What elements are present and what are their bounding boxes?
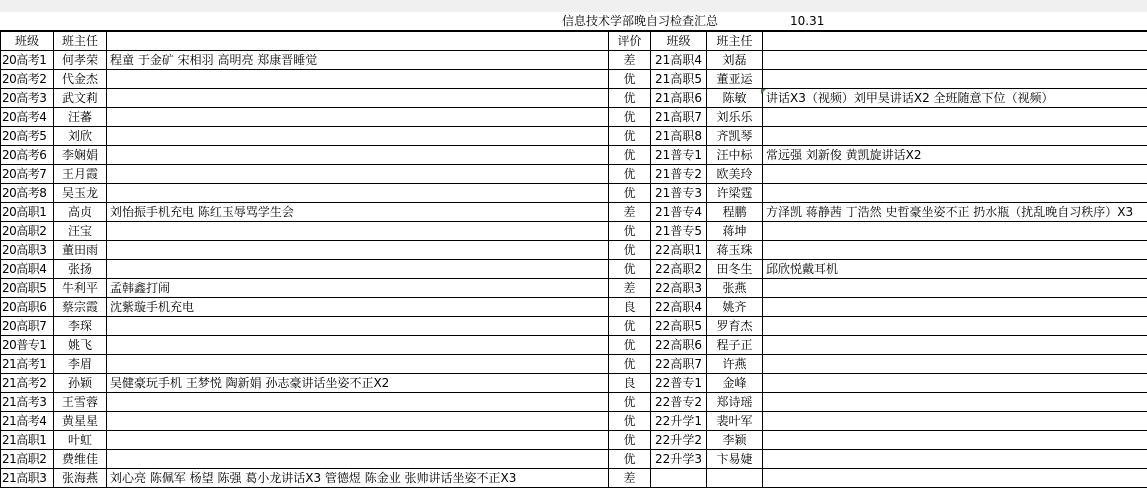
notes-left: 沈紫璇手机充电 (107, 298, 609, 317)
class-right: 21高职4 (651, 51, 707, 70)
rating-cell: 优 (609, 393, 651, 412)
header-rating: 评价 (609, 32, 651, 51)
rating-cell: 优 (609, 450, 651, 469)
teacher-right: 蒋玉珠 (707, 241, 763, 260)
teacher-right: 欧美玲 (707, 165, 763, 184)
notes-left: 孟韩鑫打闹 (107, 279, 609, 298)
notes-left (107, 355, 609, 374)
notes-left (107, 70, 609, 89)
rating-cell: 优 (609, 412, 651, 431)
header-class-right: 班级 (651, 32, 707, 51)
notes-right (763, 393, 1147, 412)
teacher-right: 许梁霆 (707, 184, 763, 203)
class-left: 20高考6 (1, 146, 54, 165)
teacher-right: 李颖 (707, 431, 763, 450)
class-left: 20高职2 (1, 222, 54, 241)
class-left: 21高职2 (1, 450, 54, 469)
notes-left (107, 127, 609, 146)
table-row (1, 469, 1147, 488)
teacher-left: 蔡宗霞 (54, 298, 107, 317)
teacher-right: 汪中标 (707, 146, 763, 165)
class-right: 22高职6 (651, 336, 707, 355)
rating-cell: 优 (609, 108, 651, 127)
teacher-left: 王月霞 (54, 165, 107, 184)
teacher-left: 叶虹 (54, 431, 107, 450)
rating-cell: 优 (609, 317, 651, 336)
teacher-right: 罗育杰 (707, 317, 763, 336)
table-row (1, 355, 1147, 374)
rating-cell: 差 (609, 279, 651, 298)
rating-cell: 差 (609, 469, 651, 488)
teacher-left: 姚飞 (54, 336, 107, 355)
table-row (1, 374, 1147, 393)
notes-right (763, 127, 1147, 146)
teacher-left: 武文莉 (54, 89, 107, 108)
class-right: 21普专5 (651, 222, 707, 241)
rating-cell: 优 (609, 260, 651, 279)
rating-cell: 优 (609, 89, 651, 108)
class-right: 22普专1 (651, 374, 707, 393)
class-left: 21高考1 (1, 355, 54, 374)
teacher-left: 代金杰 (54, 70, 107, 89)
table-row (1, 431, 1147, 450)
teacher-right: 田冬生 (707, 260, 763, 279)
notes-right (763, 165, 1147, 184)
notes-right (763, 374, 1147, 393)
sheet-title: 信息技术学部晚自习检查汇总 (562, 14, 719, 28)
header-notes-left (107, 32, 609, 51)
class-left: 21高考4 (1, 412, 54, 431)
notes-right: 邱欣悦戴耳机 (763, 260, 1147, 279)
class-left: 20高考5 (1, 127, 54, 146)
rating-cell: 优 (609, 431, 651, 450)
teacher-right: 程鹏 (707, 203, 763, 222)
table-row (1, 336, 1147, 355)
class-right: 22升学3 (651, 450, 707, 469)
teacher-right (707, 469, 763, 488)
teacher-right: 齐凯琴 (707, 127, 763, 146)
inspection-table (0, 31, 1147, 488)
comment-indicator-icon (761, 89, 766, 94)
class-right: 22升学1 (651, 412, 707, 431)
class-left: 20高考2 (1, 70, 54, 89)
notes-left (107, 431, 609, 450)
header-class-left: 班级 (1, 32, 54, 51)
teacher-right: 陈敏 (707, 89, 763, 108)
notes-left (107, 336, 609, 355)
table-row (1, 279, 1147, 298)
table-row (1, 260, 1147, 279)
notes-right: 常远强 刘新俊 黄凯旋讲话X2 (763, 146, 1147, 165)
notes-left (107, 108, 609, 127)
teacher-left: 何孝荣 (54, 51, 107, 70)
class-left: 20高职5 (1, 279, 54, 298)
rating-cell: 优 (609, 165, 651, 184)
rating-cell: 良 (609, 298, 651, 317)
class-left: 20高考3 (1, 89, 54, 108)
notes-left (107, 146, 609, 165)
class-left: 20高考8 (1, 184, 54, 203)
teacher-left: 吴玉龙 (54, 184, 107, 203)
teacher-left: 黄星星 (54, 412, 107, 431)
class-left: 20高职6 (1, 298, 54, 317)
class-right: 22高职3 (651, 279, 707, 298)
class-right: 21普专4 (651, 203, 707, 222)
class-left: 20普专1 (1, 336, 54, 355)
notes-left: 刘心亮 陈佩军 杨望 陈强 葛小龙讲话X3 管德煜 陈金业 张帅讲话坐姿不正X3 (107, 469, 609, 488)
notes-right (763, 336, 1147, 355)
notes-left (107, 241, 609, 260)
class-left: 20高考1 (1, 51, 54, 70)
teacher-left: 李琛 (54, 317, 107, 336)
rating-cell: 优 (609, 127, 651, 146)
table-row (1, 241, 1147, 260)
table-row (1, 146, 1147, 165)
table-row (1, 412, 1147, 431)
teacher-right: 张燕 (707, 279, 763, 298)
table-row (1, 317, 1147, 336)
teacher-right: 蒋坤 (707, 222, 763, 241)
teacher-left: 孙颖 (54, 374, 107, 393)
notes-left (107, 393, 609, 412)
teacher-left: 高贞 (54, 203, 107, 222)
notes-left: 程童 于金矿 宋相羽 高明亮 郑康晋睡觉 (107, 51, 609, 70)
class-right (651, 469, 707, 488)
teacher-left: 费维佳 (54, 450, 107, 469)
notes-right (763, 51, 1147, 70)
teacher-left: 王雪蓉 (54, 393, 107, 412)
rating-cell: 优 (609, 70, 651, 89)
notes-right (763, 469, 1147, 488)
table-row (1, 89, 1147, 108)
class-right: 22高职2 (651, 260, 707, 279)
table-row (1, 203, 1147, 222)
table-row (1, 165, 1147, 184)
title-row (0, 12, 1147, 31)
notes-right: 讲话X3（视频）刘甲昊讲话X2 全班随意下位（视频） (763, 89, 1147, 108)
table-row (1, 450, 1147, 469)
header-teacher-left: 班主任 (54, 32, 107, 51)
sheet-date: 10.31 (790, 14, 825, 28)
class-right: 21普专1 (651, 146, 707, 165)
teacher-right: 刘乐乐 (707, 108, 763, 127)
notes-left (107, 222, 609, 241)
notes-right (763, 108, 1147, 127)
notes-left (107, 89, 609, 108)
class-left: 20高职4 (1, 260, 54, 279)
rating-cell: 优 (609, 336, 651, 355)
notes-left (107, 260, 609, 279)
class-right: 22高职5 (651, 317, 707, 336)
notes-right (763, 317, 1147, 336)
class-left: 20高职7 (1, 317, 54, 336)
class-right: 22普专2 (651, 393, 707, 412)
notes-right (763, 412, 1147, 431)
rating-cell: 良 (609, 374, 651, 393)
rating-cell: 优 (609, 241, 651, 260)
class-left: 20高职3 (1, 241, 54, 260)
table-row (1, 184, 1147, 203)
class-right: 22高职4 (651, 298, 707, 317)
notes-left (107, 184, 609, 203)
table-row (1, 108, 1147, 127)
notes-right (763, 355, 1147, 374)
notes-left (107, 412, 609, 431)
teacher-left: 刘欣 (54, 127, 107, 146)
teacher-left: 张扬 (54, 260, 107, 279)
notes-right (763, 241, 1147, 260)
class-left: 21高职1 (1, 431, 54, 450)
teacher-right: 董亚运 (707, 70, 763, 89)
class-right: 22升学2 (651, 431, 707, 450)
teacher-right: 刘磊 (707, 51, 763, 70)
teacher-left: 李娴娟 (54, 146, 107, 165)
class-left: 21高考2 (1, 374, 54, 393)
class-right: 21高职7 (651, 108, 707, 127)
rating-cell: 优 (609, 184, 651, 203)
rating-cell: 优 (609, 355, 651, 374)
table-row (1, 127, 1147, 146)
header-notes-right (763, 32, 1147, 51)
table-row (1, 298, 1147, 317)
teacher-right: 程子正 (707, 336, 763, 355)
notes-right (763, 222, 1147, 241)
teacher-left: 张海燕 (54, 469, 107, 488)
notes-left (107, 450, 609, 469)
teacher-right: 郑诗瑶 (707, 393, 763, 412)
table-row (1, 51, 1147, 70)
teacher-right: 金峰 (707, 374, 763, 393)
rating-cell: 优 (609, 146, 651, 165)
class-right: 21普专2 (651, 165, 707, 184)
class-left: 20高考4 (1, 108, 54, 127)
class-right: 22高职1 (651, 241, 707, 260)
table-row (1, 70, 1147, 89)
rating-cell: 优 (609, 222, 651, 241)
header-teacher-right: 班主任 (707, 32, 763, 51)
teacher-left: 董田雨 (54, 241, 107, 260)
class-right: 22高职7 (651, 355, 707, 374)
class-right: 21高职6 (651, 89, 707, 108)
notes-right (763, 431, 1147, 450)
class-left: 20高考7 (1, 165, 54, 184)
rating-cell: 差 (609, 51, 651, 70)
teacher-left: 牛利平 (54, 279, 107, 298)
table-row (1, 393, 1147, 412)
notes-right (763, 450, 1147, 469)
rating-cell: 差 (609, 203, 651, 222)
teacher-left: 汪蕃 (54, 108, 107, 127)
notes-right: 方泽凯 蒋静茜 丁浩然 史哲豪坐姿不正 扔水瓶（扰乱晚自习秩序）X3 (763, 203, 1147, 222)
notes-left: 吴健豪玩手机 王梦悦 陶新娟 孙志豪讲话坐姿不正X2 (107, 374, 609, 393)
teacher-right: 许燕 (707, 355, 763, 374)
class-left: 21高职3 (1, 469, 54, 488)
notes-right (763, 70, 1147, 89)
table-row (1, 222, 1147, 241)
class-right: 21高职8 (651, 127, 707, 146)
notes-left (107, 317, 609, 336)
teacher-left: 汪宝 (54, 222, 107, 241)
class-left: 21高考3 (1, 393, 54, 412)
class-left: 20高职1 (1, 203, 54, 222)
notes-left: 刘怡振手机充电 陈红玉辱骂学生会 (107, 203, 609, 222)
class-right: 21高职5 (651, 70, 707, 89)
notes-left (107, 165, 609, 184)
teacher-right: 卞易婕 (707, 450, 763, 469)
teacher-right: 姚齐 (707, 298, 763, 317)
teacher-left: 李眉 (54, 355, 107, 374)
notes-right (763, 298, 1147, 317)
teacher-right: 裴叶军 (707, 412, 763, 431)
notes-right (763, 184, 1147, 203)
header-row (1, 32, 1147, 51)
notes-right (763, 279, 1147, 298)
class-right: 21普专3 (651, 184, 707, 203)
toolbar-strip (0, 0, 1147, 12)
